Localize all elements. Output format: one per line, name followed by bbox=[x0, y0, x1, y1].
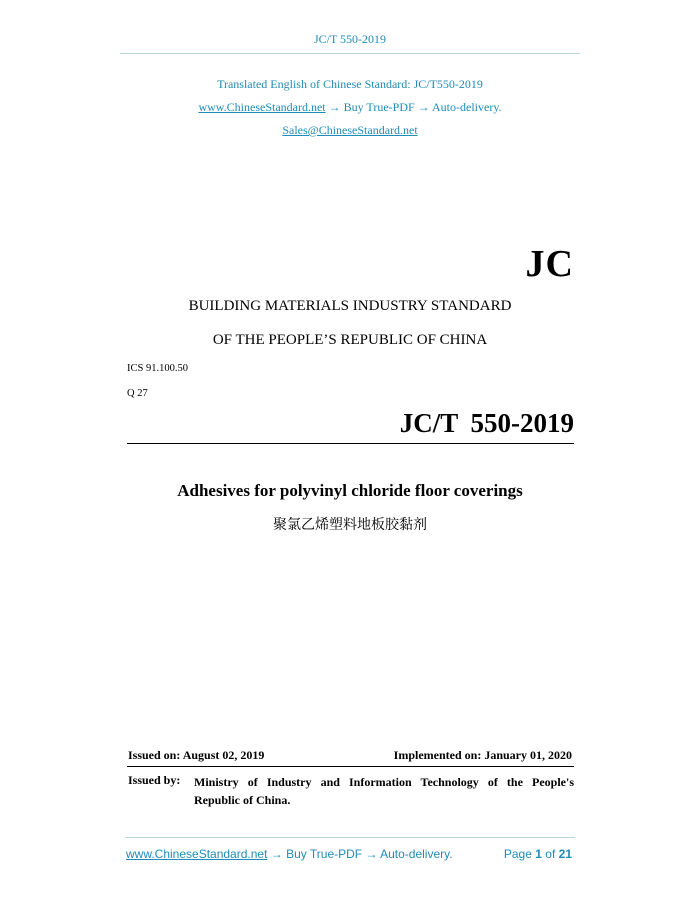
issued-on-date: Issued on: August 02, 2019 bbox=[128, 748, 265, 762]
running-head: JC/T 550-2019 bbox=[313, 32, 387, 46]
category-mark: JC bbox=[525, 243, 574, 285]
title-english: Adhesives for polyvinyl chloride floor coverings bbox=[177, 481, 523, 500]
translation-notice: Translated English of Chinese Standard: JC/T550-2019 bbox=[217, 77, 483, 91]
purchase-notice bbox=[0, 100, 700, 115]
footer-site-link[interactable]: www.ChineseStandard.net bbox=[126, 847, 268, 861]
title-divider bbox=[127, 443, 574, 444]
implemented-on-date: Implemented on: January 01, 2020 bbox=[393, 748, 572, 762]
page-label: Page bbox=[503, 847, 532, 861]
issued-by-text: Ministry of Industry and Information Technology of the People's Republic of China. bbox=[194, 775, 574, 807]
site-link[interactable]: www.ChineseStandard.net bbox=[198, 100, 326, 114]
page-current: 1 bbox=[535, 847, 542, 861]
page-indicator bbox=[504, 847, 572, 861]
page-total: 21 bbox=[558, 847, 572, 861]
issued-by-label: Issued by: bbox=[128, 773, 181, 787]
email-line bbox=[0, 123, 700, 138]
header-divider bbox=[120, 53, 580, 54]
standard-type-line1: BUILDING MATERIALS INDUSTRY STANDARD bbox=[188, 298, 512, 314]
footer-purchase-line bbox=[126, 847, 453, 861]
purchase-notice-text: → Buy True-PDF → Auto-delivery. bbox=[325, 100, 502, 114]
page-of: of bbox=[545, 847, 556, 861]
title-chinese: 聚氯乙烯塑料地板胶黏剂 bbox=[273, 517, 427, 533]
email-link[interactable]: Sales@ChineseStandard.net bbox=[282, 123, 418, 137]
ccs-code: Q 27 bbox=[127, 388, 148, 399]
standard-type-line2: OF THE PEOPLE’S REPUBLIC OF CHINA bbox=[212, 332, 488, 348]
issue-divider bbox=[127, 766, 574, 767]
footer-divider bbox=[125, 837, 575, 838]
footer-purchase-text: → Buy True-PDF → Auto-delivery. bbox=[267, 847, 453, 861]
ics-code: ICS 91.100.50 bbox=[127, 363, 188, 374]
standard-number: JC/T 550-2019 bbox=[399, 408, 574, 438]
